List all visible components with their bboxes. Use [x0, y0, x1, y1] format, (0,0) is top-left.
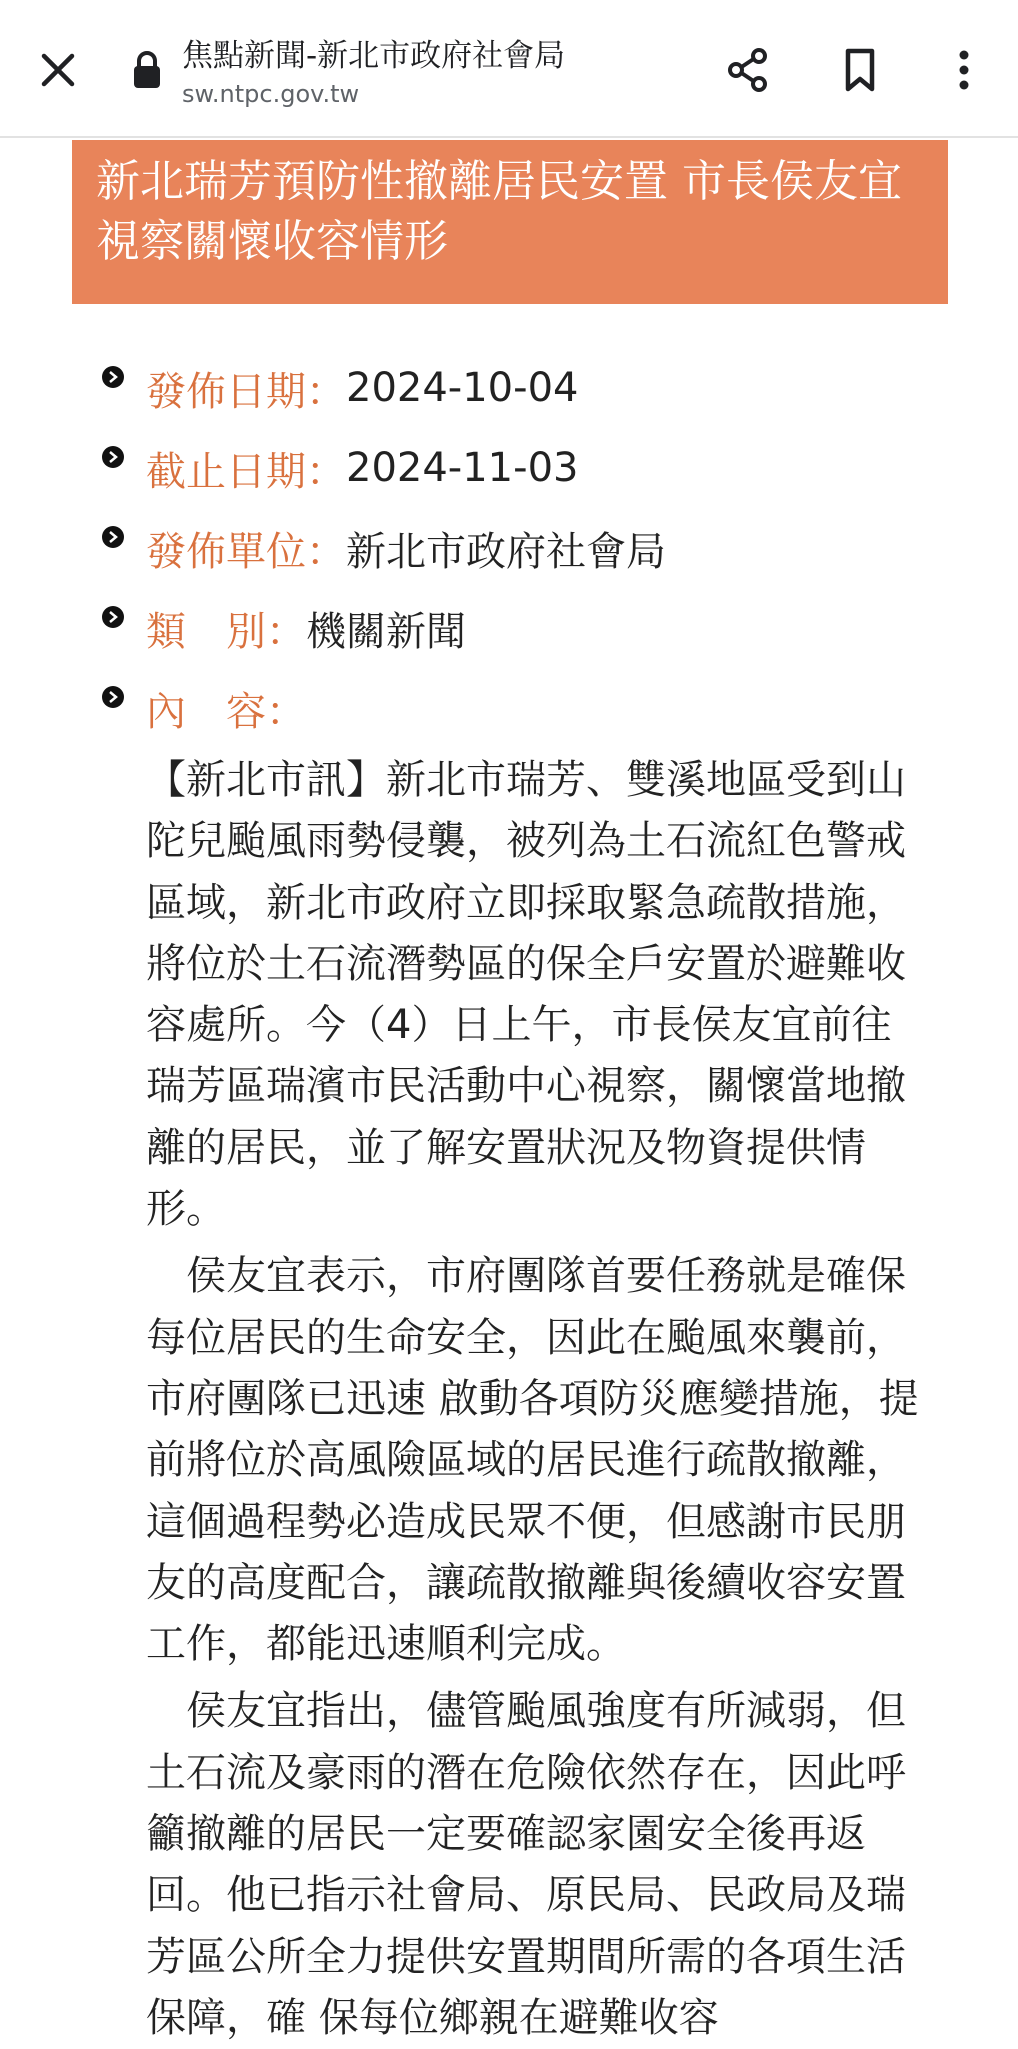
article-paragraph: 侯友宜指出，儘管颱風強度有所減弱，但土石流及豪雨的潛在危險依然存在，因此呼籲撤離的居民一定要確認家園安全後再返回。他已指示社會局、原民局、民政局及瑞芳區公所全力提供安置期間所需的各項生活保障，確 保每位鄉親在避難收容 — [146, 1688, 906, 2041]
share-icon — [724, 46, 772, 94]
article-body — [146, 750, 926, 2049]
meta-category — [100, 588, 960, 668]
meta-publisher — [100, 508, 960, 588]
lock-icon — [130, 50, 164, 90]
bullet-icon — [100, 444, 126, 470]
more-vert-icon — [954, 46, 974, 94]
meta-end-date — [100, 428, 960, 508]
close-button[interactable] — [28, 40, 88, 100]
meta-content — [100, 668, 960, 748]
page-title: 焦點新聞-新北市政府社會局 — [182, 38, 566, 74]
meta-value: 機關新聞 — [306, 608, 466, 655]
meta-value: 2024-11-03 — [346, 445, 579, 491]
meta-label: 截止日期： — [146, 448, 346, 495]
browser-toolbar — [0, 0, 1018, 138]
bullet-icon — [100, 524, 126, 550]
share-button[interactable] — [718, 40, 778, 100]
meta-value: 新北市政府社會局 — [346, 528, 666, 575]
bullet-icon — [100, 604, 126, 630]
meta-value: 2024-10-04 — [346, 365, 579, 411]
article-meta-list — [100, 348, 960, 748]
more-options-button[interactable] — [934, 40, 994, 100]
article-paragraph: 侯友宜表示，市府團隊首要任務就是確保每位居民的生命安全，因此在颱風來襲前，市府團隊已迅速 啟動各項防災應變措施，提前將位於高風險區域的居民進行疏散撤離，這個過程勢必造成民眾不便，但感謝市民朋友的高度配合，讓疏散撤離與後續收容安置工作，都能迅速順利完成。 — [146, 1253, 919, 1668]
meta-label: 發佈單位： — [146, 528, 346, 575]
bullet-icon — [100, 364, 126, 390]
bullet-icon — [100, 684, 126, 710]
meta-label: 發佈日期： — [146, 368, 346, 415]
article-paragraph: 【新北市訊】新北市瑞芳、雙溪地區受到山陀兒颱風雨勢侵襲，被列為土石流紅色警戒區域，新北市政府立即採取緊急疏散措施，將位於土石流潛勢區的保全戶安置於避難收容處所。今（4）日上午，市長侯友宜前往瑞芳區瑞濱市民活動中心視察，關懷當地撤離的居民，並了解安置狀況及物資提供情形。 — [146, 757, 906, 1233]
bookmark-icon — [840, 46, 880, 94]
close-icon — [38, 50, 78, 90]
meta-label: 內 容： — [146, 688, 306, 735]
bookmark-button[interactable] — [830, 40, 890, 100]
meta-label: 類 別： — [146, 608, 306, 655]
meta-publish-date — [100, 348, 960, 428]
page-url[interactable]: sw.ntpc.gov.tw — [182, 80, 360, 108]
article-headline: 新北瑞芳預防性撤離居民安置 市長侯友宜視察關懷收容情形 — [72, 140, 948, 304]
